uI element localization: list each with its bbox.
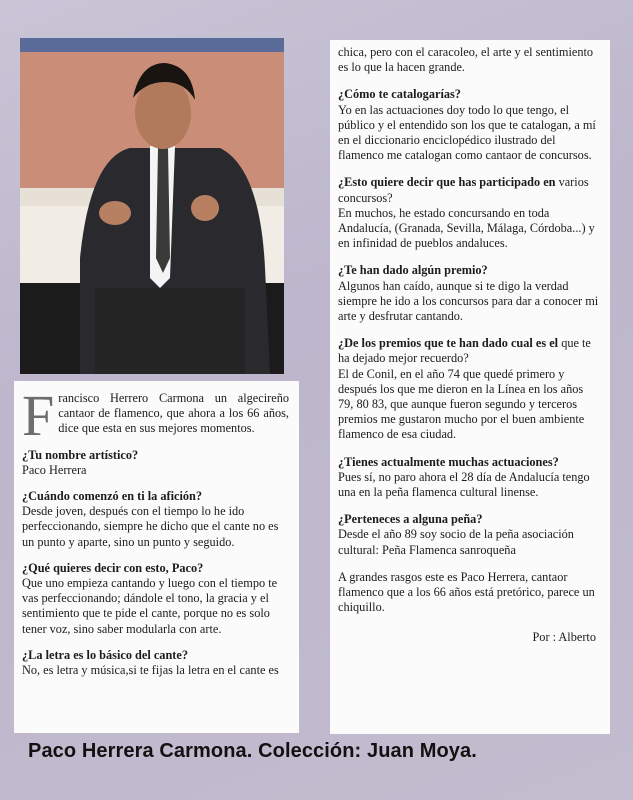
closing-paragraph: A grandes rasgos este es Paco Herrera, cantaor flamenco que a los 66 años está pretórico, parece un chiquillo. xyxy=(338,569,595,615)
question-tail: que te ha dejado mejor recuerdo? xyxy=(338,336,591,366)
qa-block xyxy=(338,263,600,324)
question: ¿Qué quieres decir con esto, Paco? xyxy=(22,560,204,575)
question: ¿Cómo te catalogarías? xyxy=(338,87,461,102)
question: ¿Cuándo comenzó en ti la afición? xyxy=(22,489,203,504)
photo-caption: Paco Herrera Carmona. Colección: Juan Moya. xyxy=(28,740,477,762)
question: ¿Tu nombre artístico? xyxy=(22,447,139,462)
qa-block xyxy=(338,336,600,442)
singer-photo xyxy=(20,38,284,374)
answer: Pues sí, no paro ahora el 28 día de Andalucía tengo una en la peña flamenca cultural linense. xyxy=(338,469,590,500)
signature: Por : Alberto xyxy=(532,629,596,644)
question: ¿De los premios que te han dado cual es el xyxy=(338,336,559,351)
answer: Yo en las actuaciones doy todo lo que tengo, el público y el entendido son los que te catalogan, a mí en el diccionario enciclopédico ilustrado del flamenco me catalogan como cantaor de concursos. xyxy=(338,102,596,163)
answer: No, es letra y música,si te fijas la letra en el cante es xyxy=(22,663,279,678)
question: ¿Tienes actualmente muchas actuaciones? xyxy=(338,454,559,469)
answer: Desde joven, después con el tiempo lo he ido perfeccionando, siempre he dicho que el cante no es un punto y aparte, sino un punto y seguido. xyxy=(22,504,279,549)
left-text-column xyxy=(14,381,299,733)
qa-block xyxy=(338,87,600,163)
qa-block xyxy=(22,448,289,478)
question: ¿La letra es lo básico del cante? xyxy=(22,647,188,662)
qa-block xyxy=(338,512,600,558)
qa-block xyxy=(338,455,600,501)
answer: En muchos, he estado concursando en toda Andalucía, (Granada, Sevilla, Málaga, Córdoba...) y en infinidad de pueblos andaluces. xyxy=(338,205,595,251)
answer: Paco Herrera xyxy=(22,462,87,477)
answer: El de Conil, en el año 74 que quedé primero y después los que me dieron en la Línea en los años 79, 80 83, que aunque fueron segundo y terceros premios me gustaron mucho por el buen ambiente flamenco de esa ciudad. xyxy=(338,366,585,442)
continuation-text: chica, pero con el caracoleo, el arte y el sentimiento es lo que la hacen grande. xyxy=(338,45,594,75)
answer: Que uno empieza cantando y luego con el tiempo te vas perfeccionando; dándole el tono, la gracia y el sentimiento que te pide el cante, porque no es solo tener voz, sino saber modularla con arte. xyxy=(22,576,278,636)
question-tail: varios concursos? xyxy=(338,175,589,205)
qa-block xyxy=(22,489,289,550)
qa-block xyxy=(338,175,600,251)
intro-paragraph xyxy=(22,383,289,448)
intro-text: rancisco Herrero Carmona un algecireño cantaor de flamenco, que ahora a los 66 años, dice que esta en sus mejores momentos. xyxy=(58,391,289,436)
answer: Desde el año 89 soy socio de la peña asociación cultural: Peña Flamenca sanroqueña xyxy=(338,527,574,557)
drop-cap: F xyxy=(22,383,55,448)
question: ¿Te han dado algún premio? xyxy=(338,263,488,278)
answer: Algunos han caído, aunque si te digo la verdad siempre he ido a los concursos para dar a conocer mi arte y desfrutar cantando. xyxy=(338,278,599,324)
qa-block xyxy=(22,561,289,637)
right-text-column xyxy=(330,40,610,734)
question: ¿Esto quiere decir que has participado en xyxy=(338,175,556,190)
question: ¿Perteneces a alguna peña? xyxy=(338,512,483,527)
qa-block xyxy=(22,648,289,678)
